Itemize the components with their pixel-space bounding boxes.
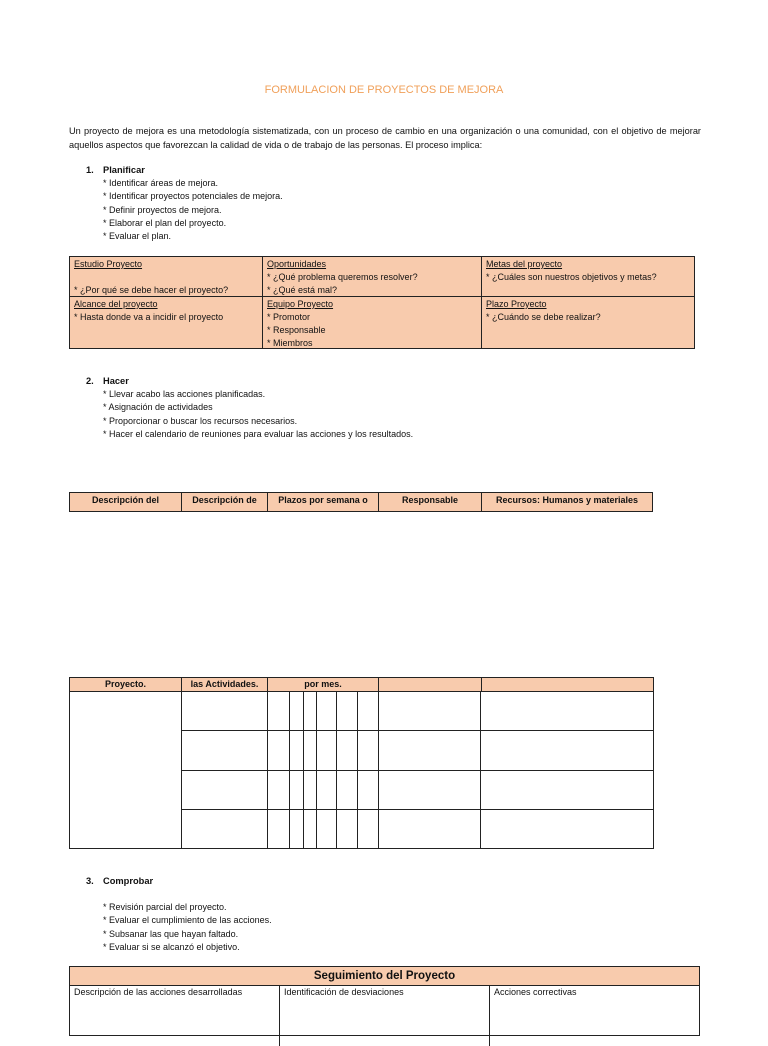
column-header: Descripción de las acciones desarrolladas bbox=[74, 987, 243, 997]
list-item: * Evaluar si se alcanzó el objetivo. bbox=[103, 941, 240, 952]
column-header: Acciones correctivas bbox=[494, 987, 577, 997]
list-item: * Identificar proyectos potenciales de mejora. bbox=[103, 191, 283, 202]
cell-header: Equipo Proyecto bbox=[267, 299, 334, 309]
section-number: 1. bbox=[86, 165, 94, 175]
cell-line: * ¿Qué problema queremos resolver? bbox=[267, 272, 418, 282]
cell-header: Plazo Proyecto bbox=[486, 299, 547, 309]
planificar-bullet-list bbox=[103, 177, 283, 243]
list-item: * Definir proyectos de mejora. bbox=[103, 204, 222, 215]
cell-header: Oportunidades bbox=[267, 259, 327, 269]
plan-cell-estudio bbox=[70, 257, 262, 296]
section-comprobar-heading bbox=[86, 876, 286, 888]
hacer-bullet-list bbox=[103, 388, 413, 441]
cell-header: Metas del proyecto bbox=[486, 259, 563, 269]
seguimiento-table bbox=[69, 966, 700, 1036]
seguimiento-title: Seguimiento del Proyecto bbox=[70, 967, 699, 986]
cell-line: * Miembros bbox=[267, 338, 313, 348]
column-header: Descripción del bbox=[70, 493, 182, 511]
section-label: Hacer bbox=[103, 376, 129, 386]
cell-line: * ¿Por qué se debe hacer el proyecto? bbox=[74, 285, 229, 295]
plan-cell-oportunidades bbox=[263, 257, 481, 296]
plan-cell-equipo bbox=[263, 297, 481, 348]
column-header: por mes. bbox=[268, 678, 379, 691]
section-planificar-heading bbox=[86, 165, 286, 177]
section-hacer-heading bbox=[86, 376, 286, 388]
cell-line: * ¿Cuáles son nuestros objetivos y metas? bbox=[486, 272, 657, 282]
list-item: * Revisión parcial del proyecto. bbox=[103, 902, 227, 912]
intro-paragraph: Un proyecto de mejora es una metodología sistematizada, con un proceso de cambio en una organización o una comunidad, con el objetivo de mejorar aquellos aspectos que favorezcan la calidad de vida o de trabajo de las personas. El proceso implica: bbox=[69, 126, 701, 150]
section-number: 2. bbox=[86, 376, 94, 386]
column-header: las Actividades. bbox=[182, 678, 268, 691]
column-header: Recursos: Humanos y materiales bbox=[482, 493, 652, 511]
column-header bbox=[379, 678, 482, 691]
column-header: Identificación de desviaciones bbox=[284, 987, 404, 997]
section-label: Comprobar bbox=[103, 876, 154, 886]
activity-table-header-top bbox=[69, 492, 653, 512]
section-label: Planificar bbox=[103, 165, 145, 175]
cell-line: * ¿Cuándo se debe realizar? bbox=[486, 312, 601, 322]
list-item: * Identificar áreas de mejora. bbox=[103, 178, 219, 188]
list-item: * Proporcionar o buscar los recursos necesarios. bbox=[103, 415, 298, 426]
list-item: * Asignación de actividades bbox=[103, 402, 213, 413]
cell-header: Alcance del proyecto bbox=[74, 299, 158, 309]
cell-line: * Hasta donde va a incidir el proyecto bbox=[74, 312, 224, 322]
column-header: Plazos por semana o bbox=[268, 493, 379, 511]
cell-header: Estudio Proyecto bbox=[74, 259, 143, 269]
comprobar-bullet-list bbox=[103, 901, 272, 954]
column-header bbox=[482, 678, 653, 691]
list-item: * Subsanar las que hayan faltado. bbox=[103, 928, 239, 939]
plan-cell-plazo bbox=[482, 297, 694, 348]
column-header: Responsable bbox=[379, 493, 482, 511]
column-header: Descripción de bbox=[182, 493, 268, 511]
cell-line: * ¿Qué está mal? bbox=[267, 285, 338, 295]
list-item: * Llevar acabo las acciones planificadas. bbox=[103, 389, 266, 399]
cell-line: * Responsable bbox=[267, 325, 326, 335]
list-item: * Evaluar el cumplimiento de las acciones. bbox=[103, 915, 272, 926]
cell-line: * Promotor bbox=[267, 312, 311, 322]
list-item: * Elaborar el plan del proyecto. bbox=[103, 217, 227, 228]
list-item: * Hacer el calendario de reuniones para evaluar las acciones y los resultados. bbox=[103, 428, 414, 439]
document-title: FORMULACION DE PROYECTOS DE MEJORA bbox=[264, 84, 504, 96]
section-number: 3. bbox=[86, 876, 94, 886]
plan-table bbox=[69, 256, 695, 349]
list-item: * Evaluar el plan. bbox=[103, 231, 172, 242]
column-header: Proyecto. bbox=[70, 678, 182, 691]
plan-cell-alcance bbox=[70, 297, 262, 348]
plan-cell-metas bbox=[482, 257, 694, 296]
activity-table-body bbox=[69, 677, 654, 849]
